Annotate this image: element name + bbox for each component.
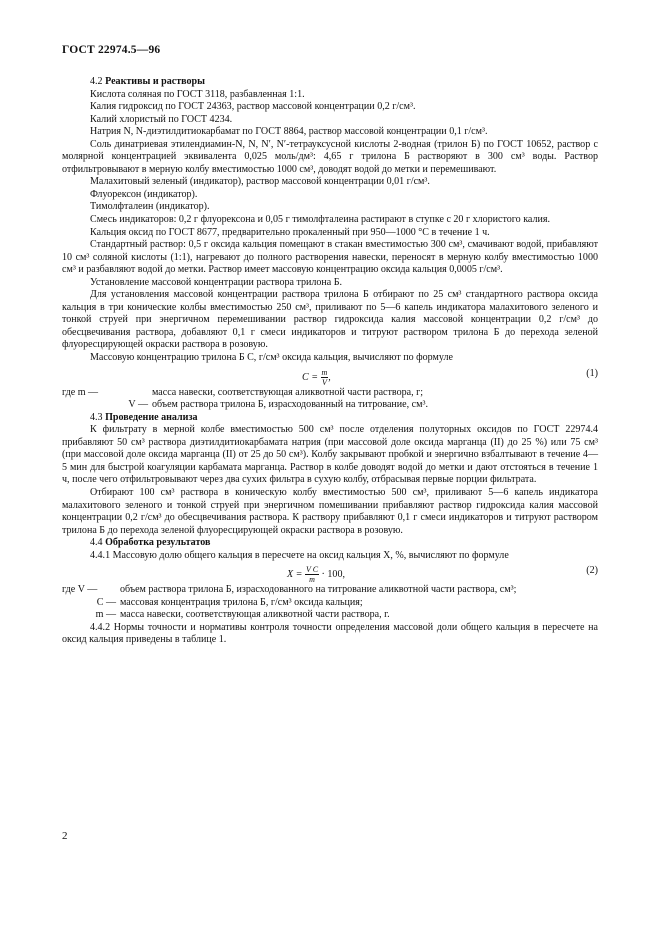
- section-number: 4.4: [90, 537, 103, 549]
- where-row: C — массовая концентрация трилона Б, г/см³ оксида кальция;: [96, 596, 363, 608]
- paragraph: Калий хлористый по ГОСТ 4234.: [90, 113, 233, 125]
- where-row: где m — масса навески, соответствующая аликвотной части раствора, г;: [62, 386, 424, 398]
- page-number: 2: [62, 830, 68, 842]
- paragraph: Стандартный раствор: 0,5 г оксида кальция помещают в стакан вместимостью 300 см³, смачивают водой, прибавляют 10 см³ соляной кислоты (1:1), нагревают до полного растворения навески, переносят в мерную колбу вместимостью 1000 см³ и разбавляют водой до метки. Раствор имеет массовую концентрацию оксида кальция 0,0005 г/см³.: [62, 239, 598, 276]
- formula-number: (1): [586, 367, 598, 379]
- paragraph: Тимолфталеин (индикатор).: [90, 201, 210, 213]
- formula-expression: X = $\frac{\text{V C}}{m}$ · 100,: [287, 565, 345, 585]
- paragraph: Установление массовой концентрации раствора трилона Б.: [90, 276, 343, 288]
- paragraph: 4.4.2 Нормы точности и нормативы контроля точности определения массовой доли общего кальция в пересчете на оксид кальция приведены в таблице 1.: [62, 621, 598, 646]
- paragraph: Натрия N, N-диэтилдитиокарбамат по ГОСТ 8864, раствор массовой концентрации 0,1 г/см³.: [90, 126, 488, 138]
- paragraph: Для установления массовой концентрации раствора трилона Б отбирают по 25 см³ стандартного раствора оксида кальция в три конические колбы вместимостью 250 см³, приливают по 5—6 капель индикатора малахитового зеленого и тонкой струей при энергичном перемешивании раствор гидроксида калия массовой концентрации 0,2 г/см³ до обесцвечивания раствора, добавляют 0,1 г смеси индикаторов и титруют раствором трилона Б до перехода зеленой флуоресцирующей окраски раствора в розовую.: [62, 289, 598, 351]
- section-heading: [62, 412, 598, 425]
- section-title: Реактивы и растворы: [105, 76, 205, 87]
- where-row: m — масса навески, соответствующая аликвотной части раствора, г.: [95, 609, 390, 621]
- paragraph: Массовую концентрацию трилона Б С, г/см³ оксида кальция, вычисляют по формуле: [90, 352, 453, 364]
- paragraph: Смесь индикаторов: 0,2 г флуорексона и 0,05 г тимолфталеина растирают в ступке с 20 г хлористого калия.: [90, 214, 551, 226]
- formula-2: [62, 562, 598, 584]
- section-title: Проведение анализа: [105, 411, 198, 423]
- paragraph: Отбирают 100 см³ раствора в коническую колбу вместимостью 500 см³, приливают 5—6 капель индикатора малахитового зеленого и тонкой струей при энергичном помешивании прибавляют раствор гидроксида калия массовой концентрации 0,2 г/см³ до обесцвечивания раствора. К раствору прибавляют 0,1 г смеси индикаторов и титруют раствором трилона Б до перехода зеленой флуоресцирующей окраски раствора в розовую.: [62, 486, 598, 536]
- section-number: 4.3: [90, 411, 103, 423]
- page-header: ГОСТ 22974.5—96: [62, 44, 161, 56]
- section-heading: [62, 537, 598, 550]
- formula-fraction: $\frac{m}{V}$: [321, 367, 328, 387]
- paragraph: Калия гидроксид по ГОСТ 24363, раствор массовой концентрации 0,2 г/см³.: [90, 101, 416, 113]
- formula-number: (2): [586, 565, 598, 577]
- paragraph: Кислота соляная по ГОСТ 3118, разбавленная 1:1.: [90, 88, 305, 100]
- where-row: где V — объем раствора трилона Б, израсходованного на титрование аликвотной части раствора, см³;: [62, 584, 517, 596]
- where-row: V — объем раствора трилона Б, израсходованный на титрование, см³.: [128, 399, 428, 411]
- paragraph: Кальция оксид по ГОСТ 8677, предварительно прокаленный при 950—1000 °С в течение 1 ч.: [90, 226, 490, 238]
- paragraph: 4.4.1 Массовую долю общего кальция в пересчете на оксид кальция X, %, вычисляют по формуле: [90, 549, 509, 561]
- formula-1: [62, 365, 598, 387]
- paragraph: Малахитовый зеленый (индикатор), раствор массовой концентрации 0,01 г/см³.: [90, 176, 430, 188]
- paragraph: Соль динатриевая этилендиамин-N, N, N′, N′-тетрауксусной кислоты 2-водная (трилон Б) по ГОСТ 10652, раствор с молярной концентрацией эквивалента 0,025 моль/дм³: 4,65 г трилона Б растворяют в 300 см³ воды. Раствор отфильтровывают в мерную колбу вместимостью 1000 см³, доводят водой до метки и перемешивают.: [62, 138, 598, 175]
- paragraph: Флуорексон (индикатор).: [90, 188, 198, 200]
- formula-fraction: $\frac{\text{V C}}{m}$: [305, 565, 319, 585]
- section-number: 4.2: [90, 76, 103, 87]
- section-title: Обработка результатов: [105, 537, 211, 549]
- paragraph: К фильтрату в мерной колбе вместимостью 500 см³ после отделения полуторных оксидов по ГОСТ 22974.4 прибавляют 50 см³ раствора диэтилдитиокарбамата натрия (при массовой доле оксида марганца (II) до 25 %) или 75 см³ (при массовой доле оксида марганца (II) от 25 до 50 см³). Колбу закрывают пробкой и энергично взбалтывают в течение 4—5 мин для быстрой коагуляции карбамата марганца. Раствор в колбе доводят водой до метки и дают отстояться в течение 1 ч, после чего отфильтровывают через два сухих фильтра в сухую колбу, отбрасывая первые порции фильтрата.: [62, 424, 598, 486]
- document-body: [62, 76, 598, 647]
- formula-expression: C = $\frac{m}{V}$ ,: [302, 367, 331, 387]
- section-heading: [62, 76, 598, 89]
